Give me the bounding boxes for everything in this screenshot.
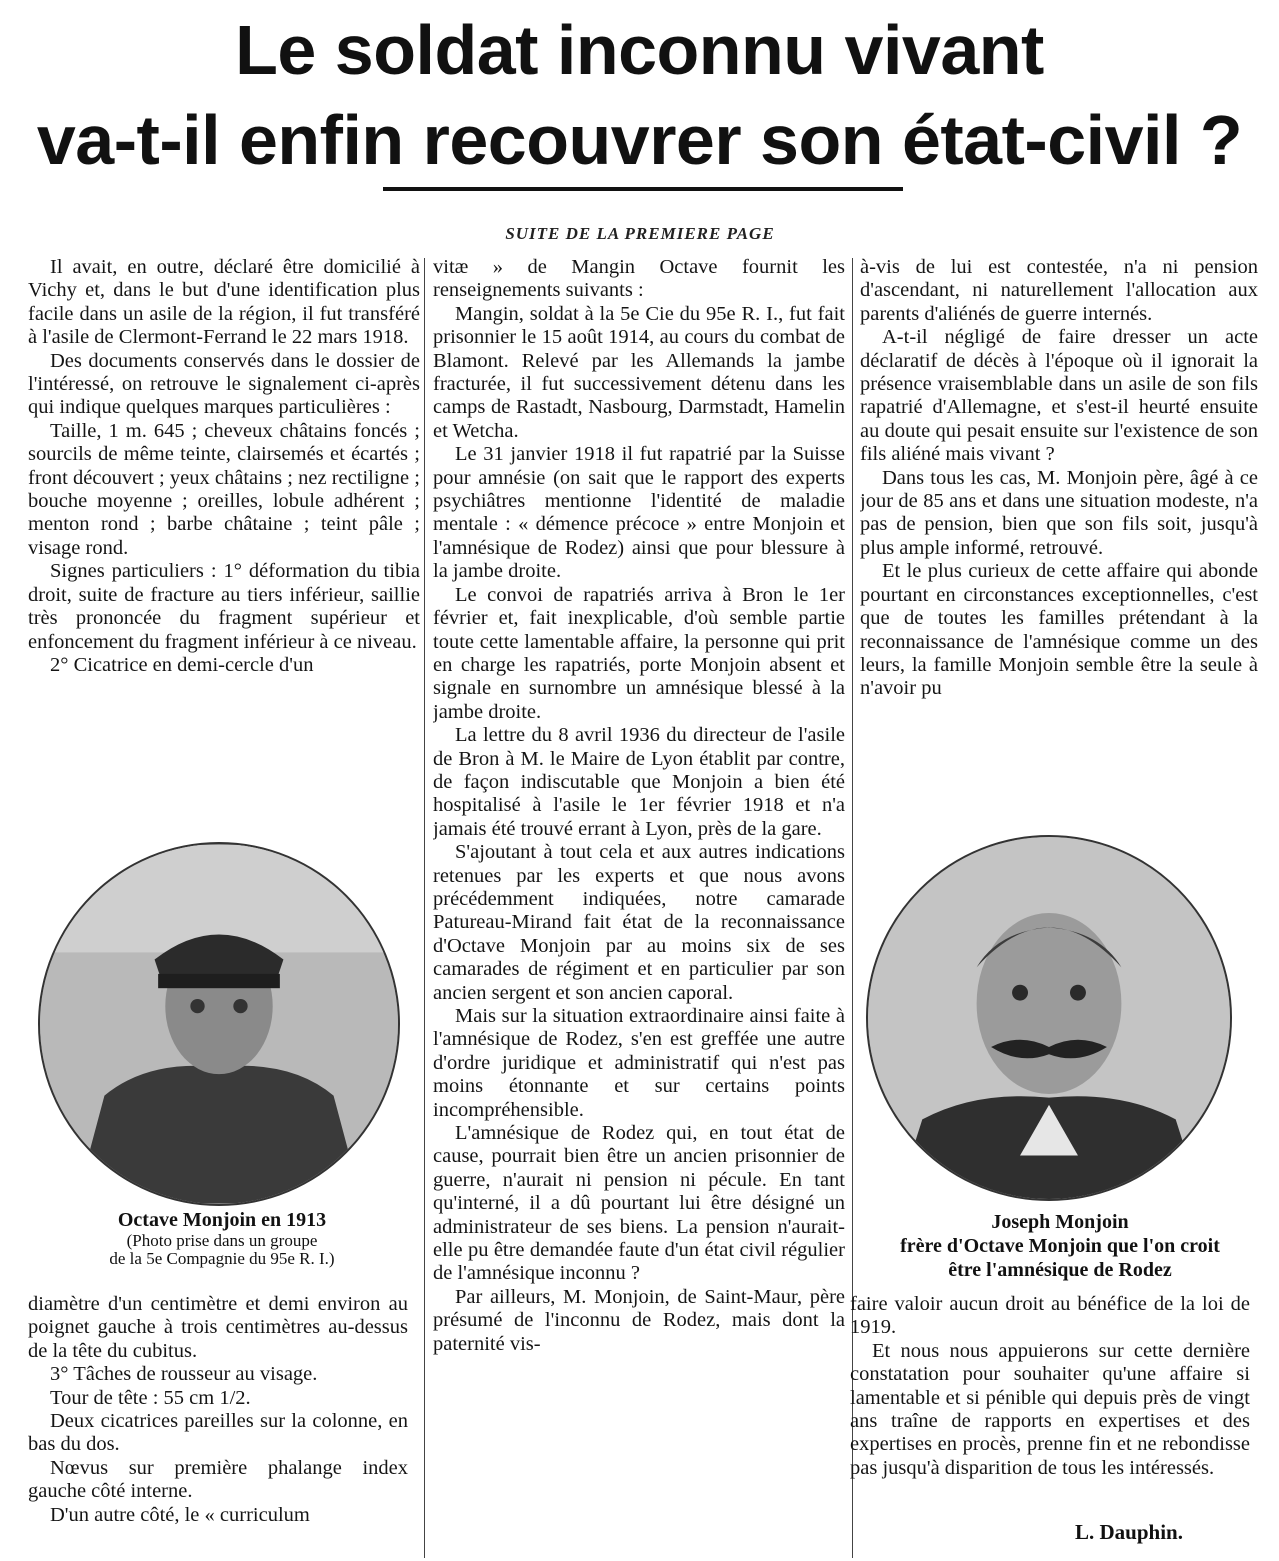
paragraph: D'un autre côté, le « curriculum xyxy=(50,1503,310,1526)
column-divider-1 xyxy=(424,258,425,1558)
paragraph: Taille, 1 m. 645 ; cheveux châtains foncés ; sourcils de même teinte, clairsemés et écartés ; front découvert ; yeux châtains ; nez rectiligne ; bouche moyenne ; oreilles, lobule adhérent ; menton rond ; barbe châtaine ; teint pâle ; visage rond. xyxy=(28,419,420,559)
paragraph: La lettre du 8 avril 1936 du directeur de l'asile de Bron à M. le Maire de Lyon établit par contre, de façon indiscutable que Monjoin a bien été hospitalisé à l'asile le 1er février 1918 et n'a jamais été trouvé errant à Lyon, près de la gare. xyxy=(433,724,845,840)
column-3-top xyxy=(860,256,1258,816)
headline-rule xyxy=(383,187,903,191)
paragraph: Dans tous les cas, M. Monjoin père, âgé à ce jour de 85 ans et dans une situation modeste, n'a pas de pension, bien que son fils soit, jusqu'à plus ample informé, retrouvé. xyxy=(860,466,1258,559)
caption-line: de la 5e Compagnie du 95e R. I.) xyxy=(109,1249,335,1268)
caption-line: frère d'Octave Monjoin que l'on croit xyxy=(900,1235,1220,1257)
photo-caption-octave xyxy=(30,1208,414,1268)
paragraph: L'amnésique de Rodez qui, en tout état de cause, pourrait bien être un ancien prisonnier de guerre, n'aurait ni pension ni pécule. En tant qu'interné, il a dû pourtant lui être désigné un administrateur de ses biens. La pension n'aurait-elle pu être demandée faute d'un état civil régulier de l'amnésique inconnu ? xyxy=(433,1122,845,1285)
paragraph: Mangin, soldat à la 5e Cie du 95e R. I., fut fait prisonnier le 15 août 1914, au cours du combat de Blamont. Relevé par les Allemands la jambe fracturée, il fut successivement détenu dans les camps de Rastadt, Nasbourg, Darmstadt, Hamelin et Wetcha. xyxy=(433,302,845,442)
caption-line: (Photo prise dans un groupe xyxy=(126,1231,318,1250)
paragraph: Mais sur la situation extraordinaire ainsi faite à l'amnésique de Rodez, s'en est greffée une autre d'ordre juridique et administratif qui n'est pas moins étonnante et sur certains points incompréhensible. xyxy=(433,1005,845,1121)
paragraph: Et nous nous appuierons sur cette dernière constatation pour souhaiter qu'une affaire si lamentable et si pénible qui depuis près de vingt ans traîne de rapports en expertises et des expertises en procès, prenne fin et ne rebondisse pas jusqu'à disparition de tous les intéressés. xyxy=(850,1339,1250,1479)
caption-line: être l'amnésique de Rodez xyxy=(948,1259,1172,1281)
column-1-top xyxy=(28,256,420,796)
soldier-portrait-icon xyxy=(40,844,398,1204)
caption-title: Octave Monjoin en 1913 xyxy=(117,1209,327,1231)
paragraph: Tour de tête : 55 cm 1/2. xyxy=(50,1386,251,1409)
paragraph: Il avait, en outre, déclaré être domicilié à Vichy et, dans le but d'une identification plus facile dans un asile de la région, il fut transféré à l'asile de Clermont-Ferrand le 22 mars 1918. xyxy=(28,256,420,349)
column-1-bottom xyxy=(28,1293,408,1561)
man-portrait-icon xyxy=(868,837,1230,1199)
paragraph: à-vis de lui est contestée, n'a ni pension d'ascendant, ni naturellement l'allocation aux parents d'aliénés de guerre internés. xyxy=(860,256,1258,325)
photo-octave-monjoin xyxy=(38,842,400,1206)
paragraph: Signes particuliers : 1° déformation du tibia droit, suite de fracture au tiers inférieur, saillie très prononcée du fragment supérieur et enfoncement du fragment inférieur à ce niveau. xyxy=(28,560,420,653)
paragraph: Des documents conservés dans le dossier de l'intéressé, on retrouve le signalement ci-après qui indique quelques marques particulières : xyxy=(28,349,420,419)
kicker-suite: SUITE DE LA PREMIERE PAGE xyxy=(505,224,775,243)
paragraph: A-t-il négligé de faire dresser un acte déclaratif de décès à l'époque où il ignorait la présence vraisemblable dans un asile de son fils rapatrié d'Allemagne, et s'est-il heurté ensuite au doute qui pesait ensuite sur l'existence de son fils aliéné mais vivant ? xyxy=(860,326,1258,466)
paragraph: vitæ » de Mangin Octave fournit les renseignements suivants : xyxy=(433,256,845,302)
paragraph: 3° Tâches de rousseur au visage. xyxy=(50,1363,318,1386)
column-2 xyxy=(433,256,845,1561)
paragraph: 2° Cicatrice en demi-cercle d'un xyxy=(50,653,314,676)
paragraph: Deux cicatrices pareilles sur la colonne, en bas du dos. xyxy=(28,1410,408,1456)
headline-line-1: Le soldat inconnu vivant xyxy=(235,11,1044,89)
paragraph: Le 31 janvier 1918 il fut rapatrié par la Suisse pour amnésie (on sait que le rapport des experts psychiâtres mentionne l'identité de maladie mentale : « démence précoce » entre Monjoin et l'amnésique de Rodez) ainsi que pour blessure à la jambe droite. xyxy=(433,443,845,583)
paragraph: Par ailleurs, M. Monjoin, de Saint-Maur, père présumé de l'inconnu de Rodez, mais dont la paternité vis- xyxy=(433,1285,845,1355)
paragraph: Et le plus curieux de cette affaire qui abonde pourtant en circonstances exceptionnelles, c'est que de toutes les familles prétendant à la reconnaissance de l'amnésique comme un des leurs, la famille Monjoin semble être la seule à n'avoir pu xyxy=(860,560,1258,700)
photo-caption-joseph xyxy=(852,1210,1268,1282)
paragraph: S'ajoutant à tout cela et aux autres indications retenues par les experts et que nous avons précédemment indiquées, notre camarade Patureau-Mirand fait état de la reconnaissance d'Octave Monjoin par au moins six de ses camarades de régiment et en particulier par son ancien sergent et son ancien caporal. xyxy=(433,841,845,1004)
paragraph: faire valoir aucun droit au bénéfice de la loi de 1919. xyxy=(850,1293,1250,1339)
paragraph: Nœvus sur première phalange index gauche côté interne. xyxy=(28,1456,408,1503)
paragraph: diamètre d'un centimètre et demi environ au poignet gauche à trois centimètres au-dessus de la tête du cubitus. xyxy=(28,1293,408,1362)
headline-line-2: va-t-il enfin recouvrer son état-civil ? xyxy=(36,101,1243,179)
column-3-bottom xyxy=(850,1293,1250,1561)
caption-line: Joseph Monjoin xyxy=(991,1211,1129,1233)
paragraph: Le convoi de rapatriés arriva à Bron le 1er février et, fait inexplicable, d'où semble partie toute cette lamentable affaire, la personne qui prit en charge les rapatriés, porte Monjoin absent et signale en surnombre un amnésique blessé à la jambe droite. xyxy=(433,583,845,723)
photo-joseph-monjoin xyxy=(866,835,1232,1201)
author-signature: L. Dauphin. xyxy=(1075,1520,1183,1544)
